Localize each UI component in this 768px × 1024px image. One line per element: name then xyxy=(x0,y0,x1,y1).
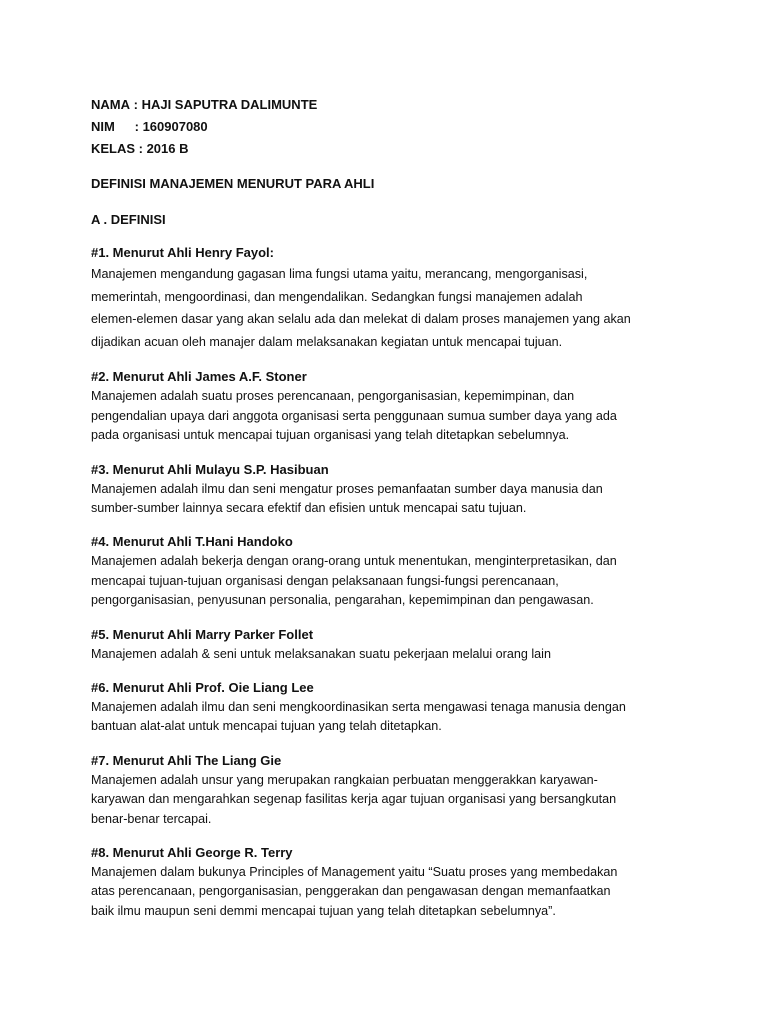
section-heading: A . DEFINISI xyxy=(91,212,166,227)
entry-body xyxy=(91,263,691,353)
entry-line: atas perencanaan, pengorganisasian, penggerakan dan pengawasan dengan memanfaatkan xyxy=(91,884,611,899)
entry-line: Manajemen adalah suatu proses perencanaan, pengorganisasian, kepemimpinan, dan xyxy=(91,389,575,404)
definition-entry-5 xyxy=(91,625,691,664)
entry-heading: #3. Menurut Ahli Mulayu S.P. Hasibuan xyxy=(91,461,329,477)
entry-body xyxy=(91,645,691,664)
entry-body xyxy=(91,480,691,519)
entry-body xyxy=(91,387,691,445)
definition-entry-2 xyxy=(91,367,691,445)
name-row xyxy=(91,94,691,116)
entry-heading: #1. Menurut Ahli Henry Fayol: xyxy=(91,245,274,260)
entry-heading: #4. Menurut Ahli T.Hani Handoko xyxy=(91,534,293,550)
definition-entry-4 xyxy=(91,532,691,610)
nim-label: NIM xyxy=(91,119,115,134)
entry-line: elemen-elemen dasar yang akan selalu ada dan melekat di dalam proses manajemen yang akan xyxy=(91,312,631,327)
document-page xyxy=(91,94,691,921)
student-info xyxy=(91,94,691,160)
entry-line: bantuan alat-alat untuk mencapai tujuan yang telah ditetapkan. xyxy=(91,719,442,734)
entry-body xyxy=(91,771,691,829)
definition-entry-1 xyxy=(91,243,691,353)
class-label: KELAS xyxy=(91,141,136,156)
entry-line: Manajemen adalah bekerja dengan orang-orang untuk menentukan, menginterpretasikan, dan xyxy=(91,554,617,569)
definition-entry-8 xyxy=(91,843,691,921)
class-value: : 2016 B xyxy=(138,141,189,156)
entry-line: baik ilmu maupun seni demmi mencapai tujuan yang telah ditetapkan sebelumnya”. xyxy=(91,903,556,918)
entry-line: sumber-sumber lainnya secara efektif dan efisien untuk mencapai satu tujuan. xyxy=(91,501,527,515)
entry-line: benar-benar tercapai. xyxy=(91,811,212,826)
name-value: : HAJI SAPUTRA DALIMUNTE xyxy=(133,97,318,112)
entry-heading: #6. Menurut Ahli Prof. Oie Liang Lee xyxy=(91,680,314,696)
entry-line: pengendalian upaya dari anggota organisasi serta penggunaan sumua sumber daya yang ada xyxy=(91,408,617,423)
entry-body xyxy=(91,552,691,610)
entry-heading: #5. Menurut Ahli Marry Parker Follet xyxy=(91,626,314,642)
entry-line: Manajemen adalah ilmu dan seni mengkoordinasikan serta mengawasi tenaga manusia dengan xyxy=(91,700,626,715)
entry-line: Manajemen adalah unsur yang merupakan rangkaian perbuatan menggerakkan karyawan- xyxy=(91,772,598,787)
name-label: NAMA xyxy=(91,97,130,112)
entry-line: pada organisasi untuk mencapai tujuan organisasi yang telah ditetapkan sebelumnya. xyxy=(91,428,570,443)
entry-line: Manajemen mengandung gagasan lima fungsi utama yaitu, merancang, mengorganisasi, xyxy=(91,267,588,281)
class-row xyxy=(91,138,691,160)
entry-line: mencapai tujuan-tujuan organisasi dengan pelaksanaan fungsi-fungsi perencanaan, xyxy=(91,573,559,588)
entry-line: Manajemen adalah ilmu dan seni mengatur proses pemanfaatan sumber daya manusia dan xyxy=(91,481,603,496)
entry-line: dijadikan acuan oleh manajer dalam melaksanakan kegiatan untuk mencapai tujuan. xyxy=(91,334,563,349)
entry-line: Manajemen adalah & seni untuk melaksanakan suatu pekerjaan melalui orang lain xyxy=(91,646,551,661)
entry-body xyxy=(91,863,691,921)
entry-body xyxy=(91,698,691,737)
nim-row xyxy=(91,116,691,138)
entry-line: karyawan dan mengarahkan segenap fasilitas kerja agar tujuan organisasi yang bersangkutan xyxy=(91,792,617,807)
entry-heading: #8. Menurut Ahli George R. Terry xyxy=(91,845,293,861)
nim-value: : 160907080 xyxy=(134,119,208,134)
definition-entry-3 xyxy=(91,460,691,519)
entry-heading: #7. Menurut Ahli The Liang Gie xyxy=(91,752,282,768)
entry-line: Manajemen dalam bukunya Principles of Management yaitu “Suatu proses yang membedakan xyxy=(91,865,618,880)
entry-heading: #2. Menurut Ahli James A.F. Stoner xyxy=(91,369,307,385)
entry-line: memerintah, mengoordinasi, dan mengendalikan. Sedangkan fungsi manajemen adalah xyxy=(91,289,583,304)
definition-entry-7 xyxy=(91,751,691,829)
entry-line: pengorganisasian, penyusunan personalia, pengarahan, kepemimpinan dan pengawasan. xyxy=(91,593,594,608)
definition-entry-6 xyxy=(91,678,691,737)
document-title: DEFINISI MANAJEMEN MENURUT PARA AHLI xyxy=(91,176,375,191)
